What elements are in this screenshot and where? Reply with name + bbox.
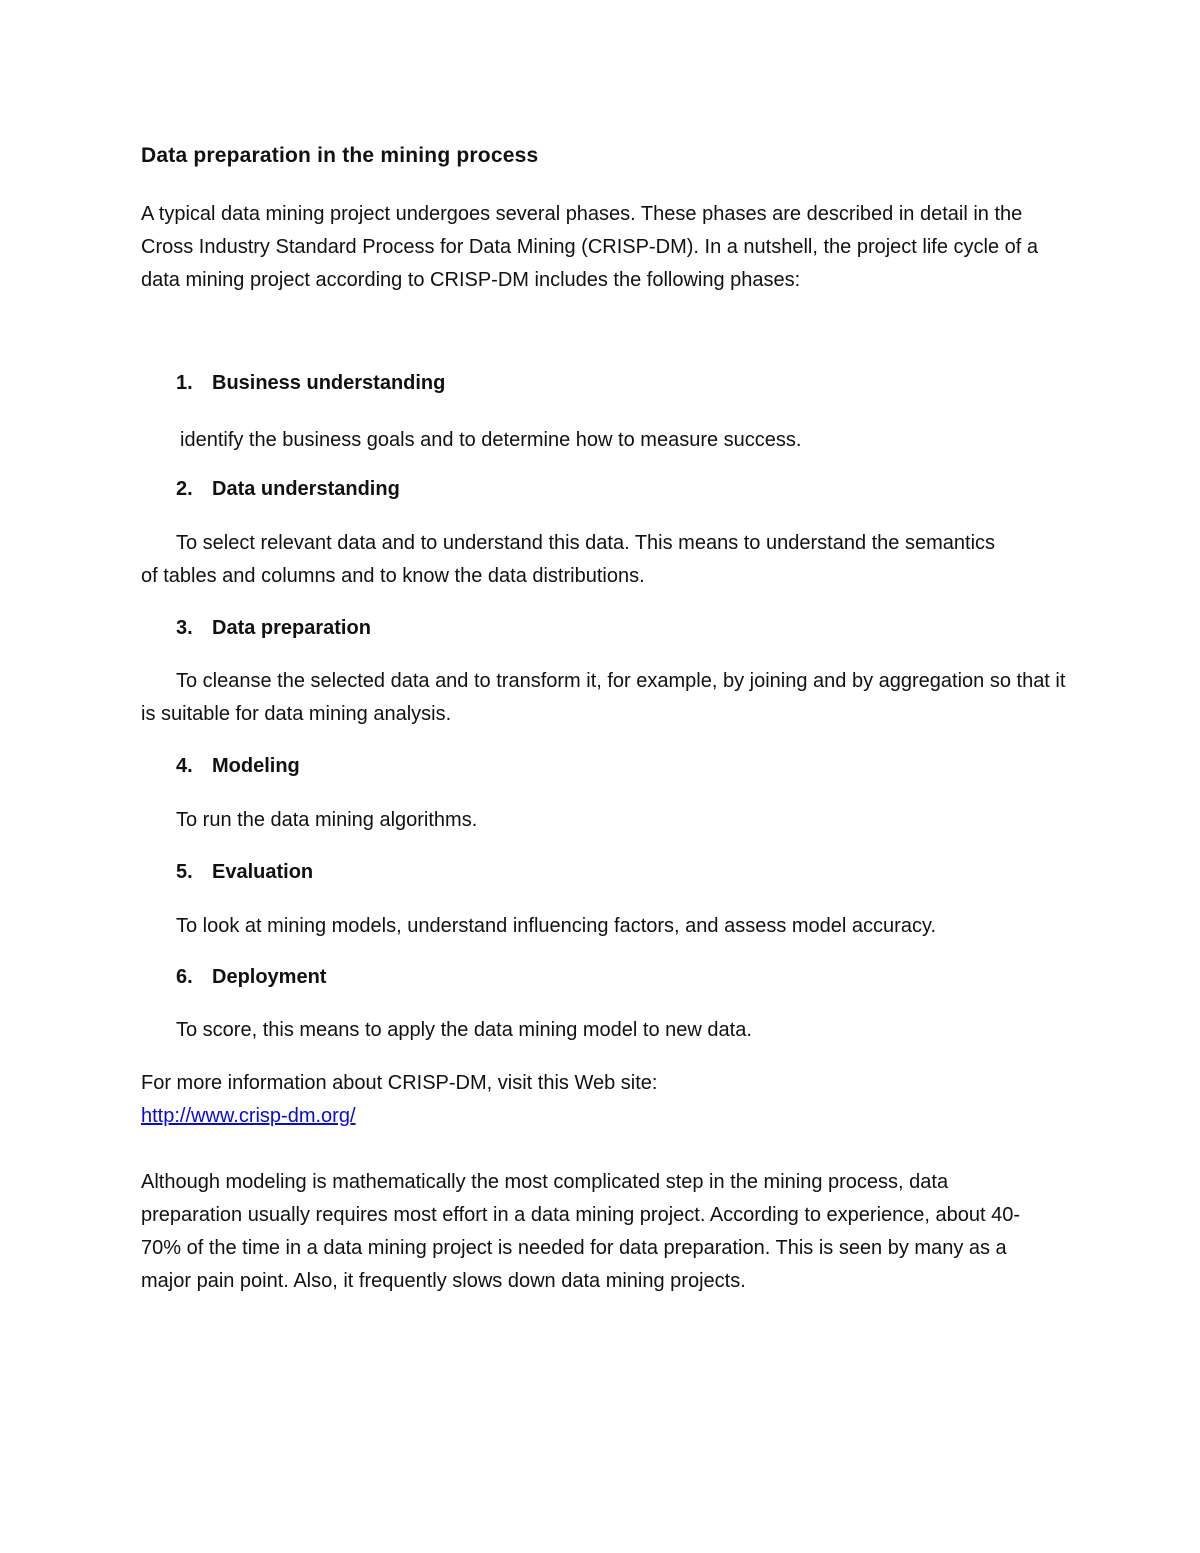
crisp-dm-link[interactable]: http://www.crisp-dm.org/ <box>141 1105 356 1127</box>
phase-name: Data understanding <box>212 478 400 500</box>
phase-number: 4. <box>176 755 193 777</box>
phase-description-6: To score, this means to apply the data mining model to new data. <box>176 1019 752 1041</box>
phase-description-1: identify the business goals and to determine how to measure success. <box>180 429 802 451</box>
phase-description-5: To look at mining models, understand influencing factors, and assess model accuracy. <box>176 915 937 937</box>
phase-heading-1 <box>176 372 445 395</box>
phase-heading-5 <box>176 861 313 884</box>
phase-name: Deployment <box>212 966 327 988</box>
intro-paragraph: A typical data mining project undergoes several phases. These phases are described in detail in the Cross Industry Standard Process for Data Mining (CRISP-DM). In a nutshell, the project life cycle of a data mining project according to CRISP-DM includes the following phases: <box>141 203 1039 291</box>
phase-name: Business understanding <box>212 372 446 394</box>
phase-name: Data preparation <box>212 617 371 639</box>
phase-heading-3 <box>176 617 371 640</box>
phase-description-2: To select relevant data and to understand this data. This means to understand the semantics of tables and columns and to know the data distributions. <box>141 532 996 587</box>
phase-description-3: To cleanse the selected data and to transform it, for example, by joining and by aggregation so that it is suitable for data mining analysis. <box>141 670 1066 725</box>
phase-heading-2 <box>176 478 400 501</box>
closing-paragraph: Although modeling is mathematically the most complicated step in the mining process, data preparation usually requires most effort in a data mining project. According to experience, about 40-70% of the time in a data mining project is needed for data preparation. This is seen by many as a major pain point. Also, it frequently slows down data mining projects. <box>141 1171 1021 1292</box>
phase-number: 5. <box>176 861 193 883</box>
phase-number: 3. <box>176 617 193 639</box>
phase-heading-4 <box>176 755 300 778</box>
phase-name: Evaluation <box>212 861 314 883</box>
page-title: Data preparation in the mining process <box>141 144 539 167</box>
phase-number: 1. <box>176 372 193 394</box>
phase-description-4: To run the data mining algorithms. <box>176 809 478 831</box>
phase-heading-6 <box>176 966 326 989</box>
phase-number: 2. <box>176 478 193 500</box>
phase-number: 6. <box>176 966 193 988</box>
phase-name: Modeling <box>212 755 300 777</box>
link-line <box>141 1100 356 1133</box>
more-info-text: For more information about CRISP-DM, visit this Web site: <box>141 1072 658 1094</box>
